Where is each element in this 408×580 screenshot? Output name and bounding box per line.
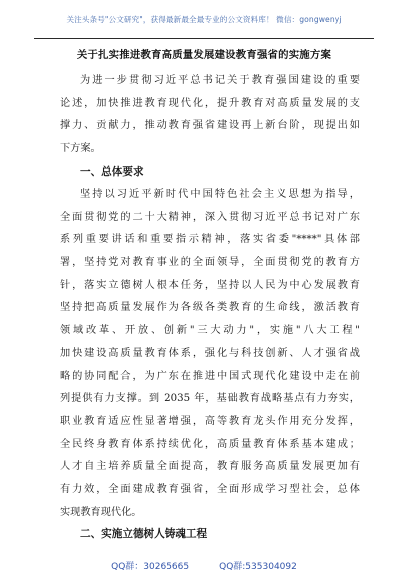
section1-heading-wrap bbox=[60, 161, 360, 184]
header-notice: 关注头条号"公文研究"，获得最新最全最专业的公文资料库！ 微信：gongwenyj bbox=[66, 15, 342, 24]
body-line: 坚持把高质量发展作为各级各类教育的生命线，激活教育 bbox=[60, 302, 360, 314]
body-line: 加快建设高质量教育体系，强化与科技创新、人才强省战 bbox=[60, 347, 360, 359]
body-line: 署，坚持党对教育事业的全面领导，全面贯彻党的教育方 bbox=[60, 257, 360, 269]
section-heading: 一、总体要求 bbox=[80, 166, 144, 178]
intro-line: 论述，加快推进教育现代化，提升教育对高质量发展的支 bbox=[60, 97, 360, 109]
section2-heading-wrap bbox=[60, 523, 360, 546]
header-divider bbox=[34, 38, 374, 39]
body-line: 领域改革、开放、创新"三大动力"，实施"八大工程" bbox=[60, 325, 360, 337]
body-line: 系列重要讲话和重要指示精神，落实省委"****"具体部 bbox=[60, 234, 360, 246]
footer-qq-group-2: QQ群:535304092 bbox=[219, 562, 297, 572]
section1-paragraph bbox=[60, 184, 360, 524]
intro-line: 下方案。 bbox=[60, 143, 101, 155]
body-line: 有力效，全面建成教育强省，全面形成学习型社会，总体 bbox=[60, 483, 360, 495]
body-line: 全民终身教育体系持续优化，高质量教育体系基本建成； bbox=[60, 438, 360, 450]
document-title: 关于扎实推进教育高质量发展建设教育强省的实施方案 bbox=[76, 49, 332, 61]
body-line: 实现教育现代化。 bbox=[60, 506, 142, 518]
footer-contacts bbox=[0, 559, 408, 572]
intro-paragraph bbox=[60, 70, 360, 161]
body-line: 略的协同配合，为广东在推进中国式现代化建设中走在前 bbox=[60, 370, 360, 382]
intro-line: 为进一步贯彻习近平总书记关于教育强国建设的重要 bbox=[80, 75, 360, 86]
body-line: 坚持以习近平新时代中国特色社会主义思想为指导， bbox=[80, 189, 360, 200]
body-line: 职业教育适应性显著增强，高等教育龙头作用充分发挥， bbox=[60, 415, 360, 427]
body-line: 人才自主培养质量全面提高，教育服务高质量发展更加有 bbox=[60, 461, 360, 473]
body-line: 全面贯彻党的二十大精神，深入贯彻习近平总书记对广东 bbox=[60, 211, 360, 223]
body-line: 针，落实立德树人根本任务，坚持以人民为中心发展教育 bbox=[60, 279, 360, 291]
footer-qq-group-1: QQ群：30265665 bbox=[111, 562, 190, 572]
body-line: 列提供有力支撑。到 2035 年，基础教育战略基点有力夯实， bbox=[60, 393, 360, 405]
section-heading: 二、实施立德树人铸魂工程 bbox=[80, 528, 208, 540]
intro-line: 撑力、贡献力，推动教育强省建设再上新台阶，现提出如 bbox=[60, 120, 360, 132]
